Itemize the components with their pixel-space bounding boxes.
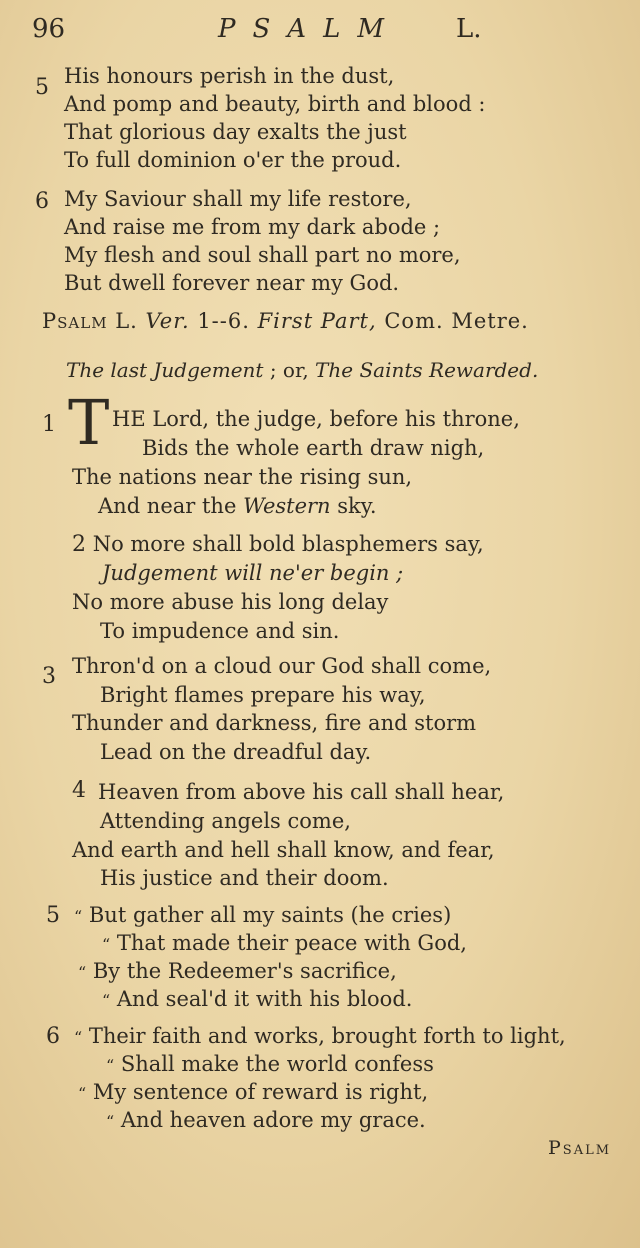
western-word: Western: [243, 494, 331, 518]
section-subtitle: [66, 358, 538, 382]
verse-text: And heaven adore my grace.: [120, 1108, 426, 1132]
verse-line: And raise me from my dark abode ;: [64, 215, 441, 239]
part-label: First Part,: [257, 309, 377, 333]
quote-mark: “: [74, 907, 83, 926]
verse-line: [74, 1022, 566, 1052]
verse-text: Their faith and works, brought forth to light,: [88, 1024, 566, 1048]
verses-range: 1--6.: [197, 309, 250, 333]
running-head-number: L.: [456, 14, 482, 44]
drop-cap: T: [68, 386, 110, 459]
verse-line: [78, 957, 397, 987]
verse-line: To impudence and sin.: [100, 619, 340, 643]
verse-line: [106, 1106, 426, 1136]
verse-line: But dwell forever near my God.: [64, 271, 400, 295]
verse-line: Attending angels come,: [100, 809, 351, 833]
catchword: Psalm: [548, 1137, 612, 1159]
subtitle-b: The Saints Rewarded.: [315, 358, 539, 382]
subtitle-or: ; or,: [269, 358, 309, 382]
verse-line: His justice and their doom.: [100, 866, 389, 890]
verse-line: My flesh and soul shall part no more,: [64, 243, 461, 267]
stanza-number: 6: [46, 1024, 60, 1049]
quote-mark: “: [78, 1084, 87, 1103]
verse-line: To full dominion o'er the proud.: [64, 148, 402, 172]
verse-text: No more shall bold blasphemers say,: [92, 532, 484, 556]
verse-line: [78, 1078, 428, 1108]
stanza-number: 5: [46, 903, 60, 928]
verse-line: Judgement will ne'er begin ;: [102, 561, 404, 585]
stanza-number: 1: [42, 412, 56, 437]
verse-line: HE Lord, the judge, before his throne,: [112, 407, 520, 431]
verse-line: [74, 901, 451, 931]
verse-line: Heaven from above his call shall hear,: [98, 780, 505, 804]
verse-text: Shall make the world confess: [120, 1052, 434, 1076]
verse-text: But gather all my saints (he cries): [88, 903, 452, 927]
quote-mark: “: [102, 991, 111, 1010]
verse-line: [72, 530, 484, 559]
quote-mark: “: [78, 963, 87, 982]
psalm-label: Psalm L.: [42, 309, 138, 333]
quote-mark: “: [102, 935, 111, 954]
stanza-number: 4: [72, 778, 86, 803]
verse-text: That made their peace with God,: [116, 931, 467, 955]
stanza-number: 3: [42, 664, 56, 689]
verse-line: And pomp and beauty, birth and blood :: [64, 92, 486, 116]
verse-line: No more abuse his long delay: [72, 590, 389, 614]
verse-line: And earth and hell shall know, and fear,: [72, 838, 495, 862]
stanza-number: 5: [35, 75, 49, 100]
quote-mark: “: [74, 1028, 83, 1047]
verse-line: [102, 985, 412, 1015]
verse-line: My Saviour shall my life restore,: [64, 187, 412, 211]
verse-line: Lead on the dreadful day.: [100, 740, 372, 764]
page-number: 96: [32, 14, 66, 44]
verse-text: And seal'd it with his blood.: [116, 987, 413, 1011]
verse-line: [106, 1050, 434, 1080]
subtitle-a: The last Judgement: [66, 358, 264, 382]
quote-mark: “: [106, 1056, 115, 1075]
stanza-number: 6: [35, 189, 49, 214]
verse-line: [98, 492, 377, 520]
verse-text: My sentence of reward is right,: [92, 1080, 429, 1104]
verse-line: That glorious day exalts the just: [64, 120, 407, 144]
verse-line: The nations near the rising sun,: [72, 465, 413, 489]
verse-line: Thron'd on a cloud our God shall come,: [72, 654, 492, 678]
verse-line: Thunder and darkness, fire and storm: [72, 711, 477, 735]
quote-mark: “: [106, 1112, 115, 1131]
section-heading: [42, 309, 529, 333]
verse-line: His honours perish in the dust,: [64, 64, 395, 88]
sky-word: sky.: [337, 494, 377, 518]
verse-line: Bright flames prepare his way,: [100, 683, 426, 707]
verse-text: And near the: [98, 494, 237, 518]
running-head-title: PSALM: [218, 14, 401, 44]
metre-label: Com. Metre.: [384, 309, 529, 333]
stanza-number: 2: [72, 532, 86, 557]
verses-label: Ver.: [145, 309, 190, 333]
verse-text: By the Redeemer's sacrifice,: [92, 959, 397, 983]
verse-line: [102, 929, 467, 959]
verse-line: Bids the whole earth draw nigh,: [142, 436, 485, 460]
